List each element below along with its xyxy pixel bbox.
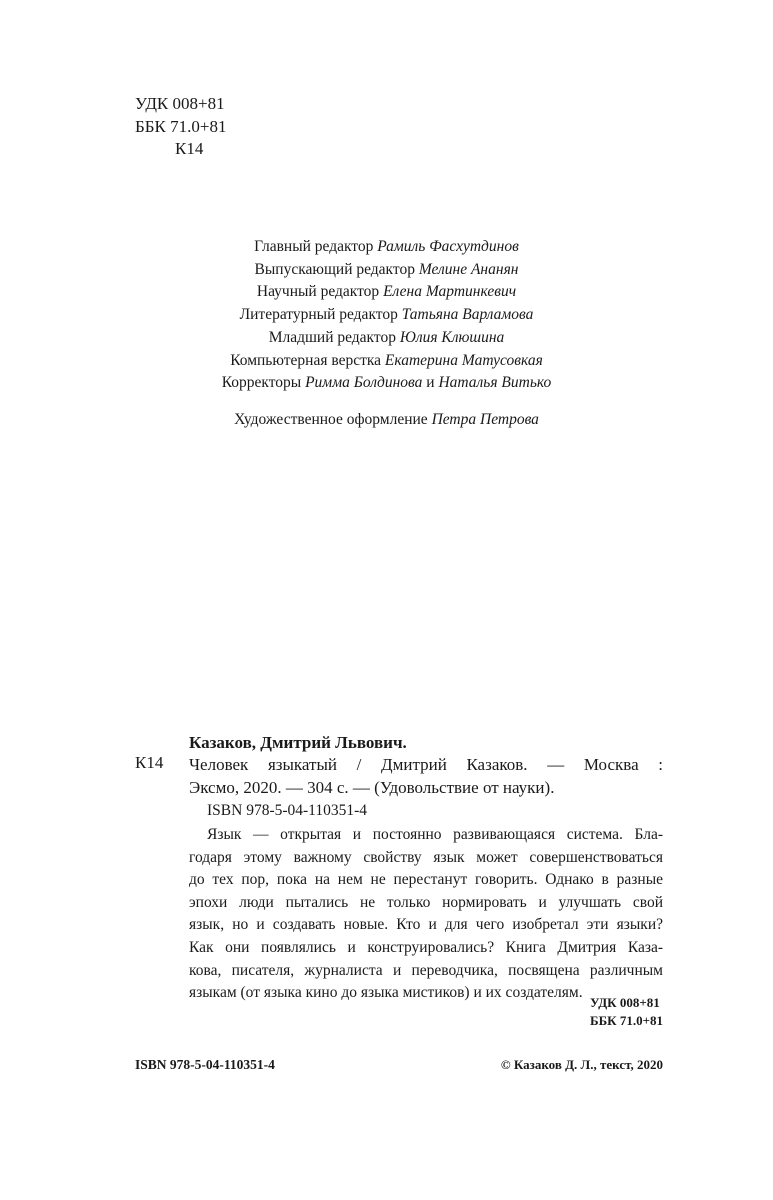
bib-line-2: Эксмо, 2020. — 304 с. — (Удовольствие от науки). — [189, 778, 555, 797]
annotation-line: до тех пор, пока на нем не перестанут говорить. Однако в разные — [189, 871, 663, 889]
footer-isbn: ISBN 978-5-04-110351-4 — [135, 1057, 275, 1072]
bbk-code: ББК 71.0+81 — [135, 116, 227, 136]
author-mark: К14 — [175, 139, 204, 158]
annotation — [189, 824, 663, 1005]
classification-codes — [135, 93, 226, 161]
footer-udk: УДК 008+81 — [589, 995, 660, 1010]
copyright: © Казаков Д. Л., текст, 2020 — [500, 1057, 663, 1072]
annotation-line: эпохи люди пытались не только нормировать и улучшать свой — [189, 893, 663, 911]
annotation-line: Язык — открытая и постоянно развивающаяся система. Бла- — [207, 826, 663, 843]
bib-author-mark: К14 — [135, 753, 164, 772]
bib-author: Казаков, Дмитрий Львович. — [189, 733, 407, 752]
credit-line: Младший редактор Юлия Клюшина — [268, 328, 505, 346]
annotation-line: язык, но и создавать новые. Кто и для чего изобретал эти языки? — [189, 916, 663, 934]
annotation-line: кова, писателя, журналиста и переводчика, посвящена различным — [189, 961, 663, 979]
footer-codes — [590, 994, 663, 1030]
editorial-credits — [0, 236, 773, 432]
bib-isbn: ISBN 978-5-04-110351-4 — [207, 802, 368, 819]
annotation-line: годаря этому важному свойству язык может совершенствоваться — [189, 848, 663, 866]
credit-line: Компьютерная верстка Екатерина Матусовкая — [230, 351, 543, 369]
annotation-line: Как они появлялись и конструировались? Книга Дмитрия Каза- — [189, 938, 663, 956]
credit-line: Литературный редактор Татьяна Варламова — [239, 306, 534, 324]
credit-line: Выпускающий редактор Мелине Ананян — [254, 260, 519, 278]
credit-line: Научный редактор Елена Мартинкевич — [256, 283, 517, 301]
design-credit: Художественное оформление Петра Петрова — [234, 410, 539, 428]
bib-line-1: Человек языкатый / Дмитрий Казаков. — Москва : — [189, 755, 663, 774]
udk-code: УДК 008+81 — [135, 94, 225, 113]
credit-line: Корректоры Римма Болдинова и Наталья Витько — [221, 374, 552, 392]
annotation-line: языкам (от языка кино до языка мистиков) и их создателям. — [189, 984, 583, 1002]
footer-bbk: ББК 71.0+81 — [589, 1013, 663, 1028]
credit-line: Главный редактор Рамиль Фасхутдинов — [254, 238, 519, 255]
bib-description — [189, 753, 663, 799]
